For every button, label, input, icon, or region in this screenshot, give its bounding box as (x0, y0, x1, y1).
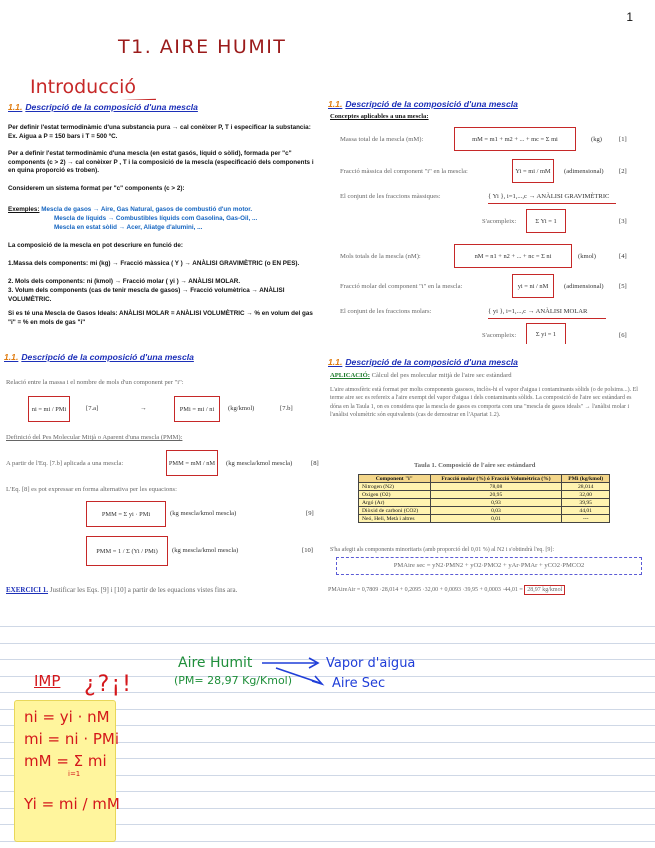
row-1-label: Massa total de la mescla (mM): (340, 136, 424, 143)
imp-label: IMP (34, 672, 61, 690)
aire-humit-note: Aire Humit (178, 655, 253, 671)
formula-2: mi = ni · PMi (24, 730, 120, 748)
equation-2: Yi = mi / mM (512, 159, 554, 183)
table-cell: 0,01 (430, 515, 562, 523)
equation-3-number: [3] (619, 218, 627, 225)
slide-3-para-1: Relació entre la massa i el nombre de mols d'un component per "i": (6, 379, 184, 386)
equation-7b-number: [7.b] (280, 405, 293, 412)
table-header: Component "i" (359, 475, 431, 483)
air-mw-equation: PMAire sec = yN2·PMN2 + yO2·PMO2 + yAr·PMAr + yCO2·PMCO2 (393, 561, 585, 569)
equation-10-number: [10] (302, 547, 313, 554)
equation-2-unit: (adimensional) (564, 168, 604, 175)
table-cell: Oxigen (O2) (359, 491, 431, 499)
table-header: Fracció molar (%) ó Fracció Volumètrica (%) (430, 475, 562, 483)
equation-2-number: [2] (619, 168, 627, 175)
equation-arrow: → (140, 405, 147, 412)
row-3-label: El conjunt de les fraccions màssiques: (340, 193, 441, 200)
molar-mass-note: (PM= 28,97 Kg/Kmol) (174, 674, 293, 687)
table-cell: --- (562, 515, 610, 523)
equation-8-number: [8] (311, 460, 319, 467)
example-1: Mescla de gasos → Aire, Gas Natural, gasos de combustió d'un motor. (41, 206, 253, 213)
equation-6: Σ yi = 1 (526, 323, 566, 344)
equation-4-unit: (kmol) (578, 253, 596, 260)
final-result: 28,97 kg/kmol (524, 585, 565, 595)
slide-1-para-1: Per definir l'estat termodinàmic d'una substancia pura → cal conèixer P, T i especificar la substancia: Ex. Aigua a P = 150 bars i T = 500 ºC. (8, 124, 311, 140)
row-5-label: Fracció molar del component "i" en la mescla: (340, 283, 463, 290)
slide-1-para-2: Per a definir l'estat termodinàmic d'una mescla (en estat gasós, líquid o sòlid), formada per "c" components (c > 2) → cal conèixer P , T i la composició de la mescla (especificació dels components i en quina proporció es troben). (8, 150, 314, 174)
emphasis-marks: ¿?¡! (84, 672, 133, 697)
slide-3-para-2: Definició del Pes Molecular Mitjà o Aparent d'una mescla (PMM): (6, 434, 183, 441)
example-3: Mescla en estat sòlid → Acer, Aliatge d'alumini, ... (54, 224, 203, 231)
equation-10: PMM = 1 / Σ (Yi / PMi) (86, 536, 168, 566)
slide-2-subtitle: Conceptes aplicables a una mescla: (330, 113, 429, 120)
table-cell: Argó (Ar) (359, 499, 431, 507)
exercise-label: EXERCICI 1. (6, 586, 49, 594)
examples-label: Exemples: (8, 206, 40, 213)
final-label: PMAireAir (328, 587, 356, 593)
equation-9: PMM = Σ yi · PMi (86, 501, 166, 527)
table-cell: 39,95 (562, 499, 610, 507)
equation-7a: ni = mi / PMi (28, 396, 70, 422)
row-6-label: El conjunt de les fraccions molars: (340, 308, 432, 315)
slide-1-heading: 1.1. Descripció de la composició d'una mescla (8, 102, 198, 112)
example-2: Mescla de líquids → Combustibles líquids com Gasolina, Gas-Oil, ... (54, 215, 258, 222)
equation-8: PMM = mM / nM (166, 450, 218, 476)
formula-1: ni = yi · nM (24, 708, 110, 726)
equation-8-unit: (kg mescla/kmol mescla) (226, 460, 293, 467)
table-cell: 32,00 (562, 491, 610, 499)
aire-sec-note: Aire Sec (332, 676, 386, 691)
equation-5: yi = ni / nM (512, 274, 554, 298)
equation-3: Σ Yi = 1 (526, 209, 566, 233)
formula-4: Yi = mi / mM (24, 795, 120, 813)
equation-6-number: [6] (619, 332, 627, 339)
table-header: PMi (kg/kmol) (562, 475, 610, 483)
slide-3-heading: 1.1. Descripció de la composició d'una mescla (4, 352, 194, 362)
table-cell: Neó, Heli, Metà i altres (359, 515, 431, 523)
slide-4-para-1: L'aire atmosfèric està format per molts components gasosos, inclòs-hi el vapor d'aigua i contaminants sòlids (o de polsims...). El terme aire sec es refereix a l'aire exempt del vapor d'aigua i dels contaminants sòlids. La composició de l'aire sec estàndard es dóna en la Taula 1, on es considera que la mescla de gasos es comporta com una "mescla de gasos ideals" → l'anàlisi molar i l'anàlisi volumètric són equivalents (cas de demostrar en l'Apartat 1.2). (330, 387, 638, 419)
equation-7b: PMi = mi / ni (174, 396, 220, 422)
slide-4-para-2: S'ha afegit als components minoritaris (amb proporció del 0,01 %) al N2 i s'obtindrà l'eq. [9]: (330, 547, 555, 553)
application-label: APLICACIÓ: (330, 372, 370, 379)
table-cell: 28,014 (562, 483, 610, 491)
equation-6-set: { yi }, i=1,...,c → ANÀLISI MOLAR (488, 308, 588, 315)
equation-9-unit: (kg mescla/kmol mescla) (170, 510, 237, 517)
vapor-note: Vapor d'aigua (326, 656, 416, 671)
equation-5-number: [5] (619, 283, 627, 290)
slide-1-para-5: Si es té una Mescla de Gasos Ideals: ANÀLISI MOLAR = ANÀLISI VOLUMÈTRIC → % en volum del gas "i" = % en mols de gas "i" (8, 310, 313, 326)
table-cell: 0,03 (430, 507, 562, 515)
equation-3-set: { Yi }, i=1,...,c → ANÀLISI GRAVIMÈTRIC (488, 193, 610, 200)
table-cell: Nitrogen (N2) (359, 483, 431, 491)
formula-3-subscript: i=1 (68, 770, 81, 778)
page-number: 1 (626, 10, 633, 24)
slide-1-para-4: La composició de la mescla en pot descriure en funció de: (8, 242, 183, 249)
formula-3: mM = Σ mi (24, 752, 107, 770)
list-item-1: 1.Massa dels components: mi (kg) → Fracció màssica ( Y ) → ANÀLISI GRAVIMÈTRIC (o EN PES). (8, 260, 300, 267)
equation-4: nM = n1 + n2 + ... + nc = Σ ni (454, 244, 572, 268)
page-title: T1. AIRE HUMIT (118, 36, 287, 58)
equation-1-unit: (kg) (591, 136, 602, 143)
equation-1-number: [1] (619, 136, 627, 143)
row-3-holds-label: S'acompleix: (482, 218, 517, 225)
equation-1: mM = m1 + m2 + ... + mc = Σ mi (454, 127, 576, 151)
equation-10-unit: (kg mescla/kmol mescla) (172, 547, 239, 554)
final-expression: = 0,7809 ·28,014 + 0,2095 ·32,00 + 0,0093 ·39,95 + 0,0003 ·44,01 = (356, 587, 523, 593)
row-2-label: Fracció màssica del component "i" en la mescla: (340, 168, 468, 175)
slide-3-para-4: L'Eq. [8] es pot expressar en forma alternativa per les equacions: (6, 486, 177, 493)
table-cell: 78,08 (430, 483, 562, 491)
exercise-text: Justificar les Eqs. [9] i [10] a partir de les equacions vistes fins ara. (49, 586, 238, 594)
slide-3-para-3: A partir de l'Eq. [7.b] aplicada a una mescla: (6, 460, 124, 467)
equation-4-number: [4] (619, 253, 627, 260)
table-title: Taula 1. Composició de l'aire sec estàndard (414, 462, 536, 469)
table-cell: Diòxid de carboni (CO2) (359, 507, 431, 515)
equation-9-number: [9] (306, 510, 314, 517)
list-item-2: 2. Mols dels components: ni (kmol) → Fracció molar ( yi ) → ANÀLISI MOLAR. (8, 278, 241, 285)
slide-4-heading: 1.1. Descripció de la composició d'una mescla (328, 357, 518, 367)
equation-7a-number: [7.a] (86, 405, 99, 412)
table-cell: 0,93 (430, 499, 562, 507)
table-cell: 44,01 (562, 507, 610, 515)
equation-7b-unit: (kg/kmol) (228, 405, 255, 412)
slide-1-para-3: Considerem un sistema format per "c" components (c > 2): (8, 185, 185, 192)
list-item-3: 3. Volum dels components (cas de tenir mescla de gasos) → Fracció volumètrica → ANÀLISI VOLUMÈTRIC. (8, 287, 285, 303)
intro-heading: Introducció (30, 76, 137, 98)
equation-5-unit: (adimensional) (564, 283, 604, 290)
row-4-label: Mols totals de la mescla (nM): (340, 253, 421, 260)
table-cell: 20,95 (430, 491, 562, 499)
slide-2-heading: 1.1. Descripció de la composició d'una mescla (328, 99, 518, 109)
application-title: Càlcul del pes molecular mitjà de l'aire sec estàndard (371, 372, 512, 379)
row-6-holds-label: S'acompleix: (482, 332, 517, 339)
